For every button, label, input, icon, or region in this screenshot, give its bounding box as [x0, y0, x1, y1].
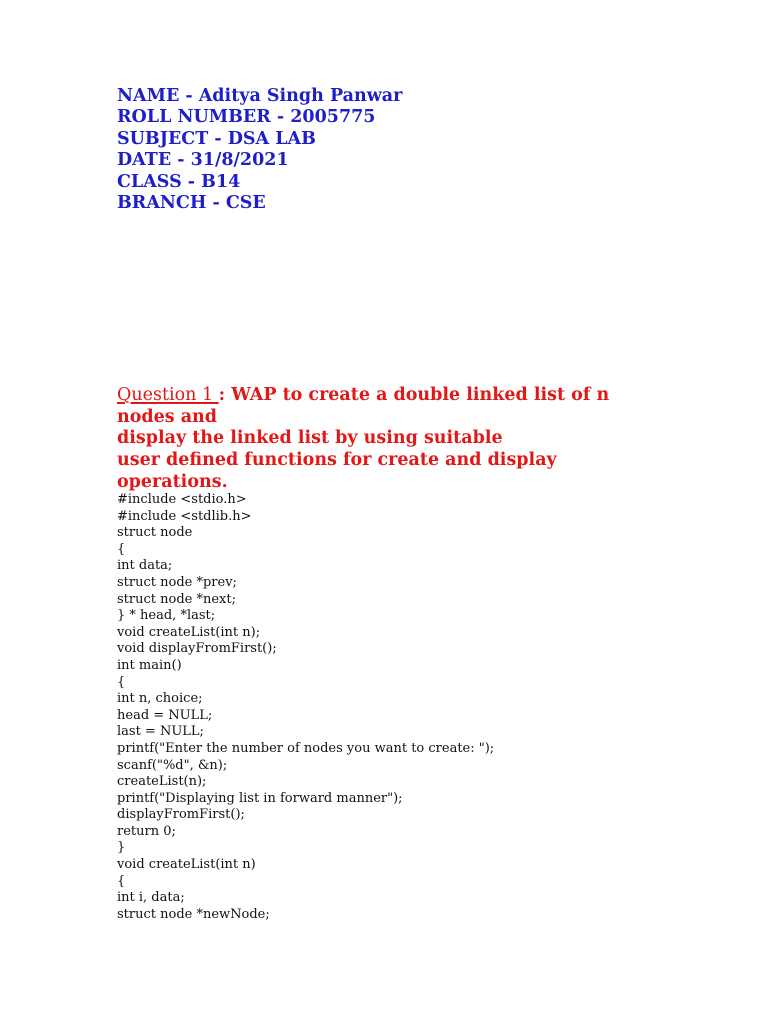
code-line: return 0; [117, 823, 176, 839]
question-line-3: display the linked list by using suitable [117, 428, 503, 449]
code-line: int data; [117, 558, 173, 574]
student-name: NAME - Aditya Singh Panwar [117, 86, 403, 106]
question-text-start: : WAP to create a double linked list of n [218, 385, 610, 405]
question-line-1 [117, 385, 657, 407]
code-line: scanf("%d", &n); [117, 757, 228, 773]
code-line: int i, data; [117, 890, 185, 906]
code-line: { [117, 873, 126, 889]
question-label: Question 1 [117, 385, 219, 405]
code-line: #include <stdlib.h> [117, 508, 252, 524]
code-line: printf("Displaying list in forward manner"); [117, 790, 403, 806]
subject: SUBJECT - DSA LAB [117, 128, 316, 149]
code-line: printf("Enter the number of nodes you want to create: "); [117, 740, 495, 756]
student-info-header [117, 86, 717, 214]
code-line: void displayFromFirst(); [117, 641, 277, 657]
code-line: struct node *prev; [117, 574, 237, 590]
branch: BRANCH - CSE [117, 193, 266, 214]
code-line: int main() [117, 657, 182, 673]
code-line: } * head, *last; [117, 608, 216, 624]
code-line: void createList(int n) [117, 857, 256, 873]
roll-number: ROLL NUMBER - 2005775 [117, 107, 376, 128]
question-line-5: operations. [117, 471, 228, 492]
code-line: displayFromFirst(); [117, 807, 245, 823]
code-line: head = NULL; [117, 707, 213, 723]
code-line: last = NULL; [117, 724, 204, 740]
code-line: { [117, 541, 126, 557]
question-heading [117, 385, 657, 494]
code-line: #include <stdio.h> [117, 492, 247, 507]
code-line: int n, choice; [117, 691, 203, 707]
question-line-2: nodes and [117, 406, 218, 427]
code-line: struct node *newNode; [117, 906, 270, 922]
code-line: createList(n); [117, 774, 207, 790]
code-line: struct node [117, 525, 193, 541]
date: DATE - 31/8/2021 [117, 150, 289, 171]
question-line-4: user defined functions for create and display [117, 450, 557, 471]
code-line: void createList(int n); [117, 624, 261, 640]
class: CLASS - B14 [117, 171, 241, 192]
source-code [117, 492, 717, 923]
code-line: struct node *next; [117, 591, 236, 607]
code-line: } [117, 840, 126, 856]
code-line: { [117, 674, 126, 690]
